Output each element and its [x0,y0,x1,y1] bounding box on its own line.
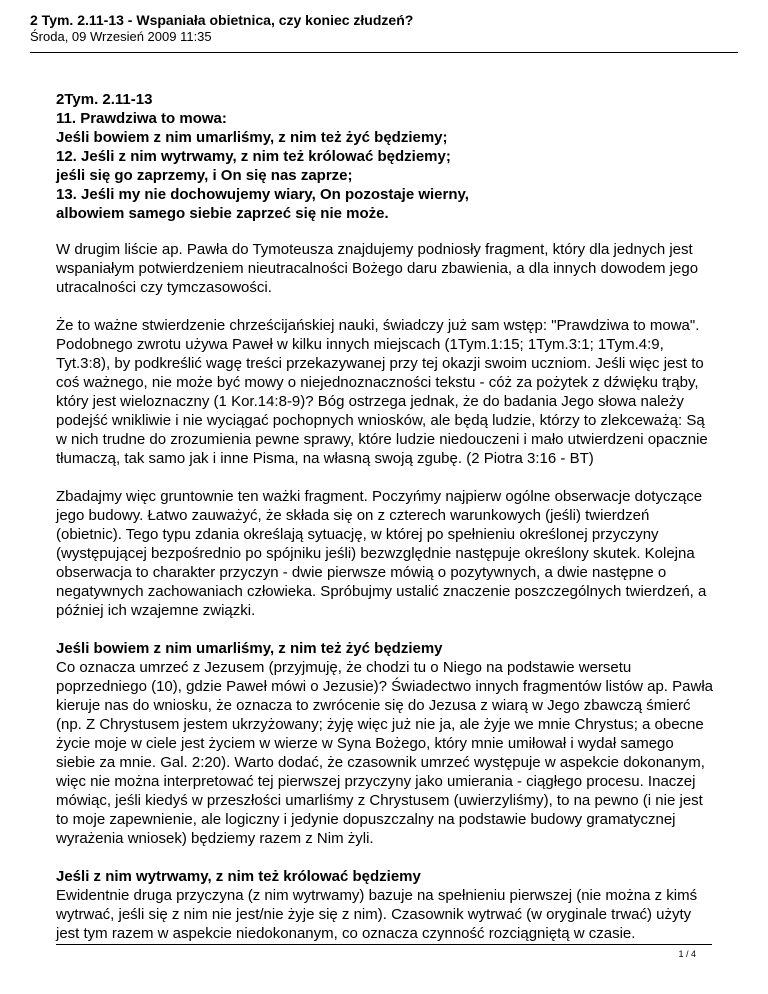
footer-divider [56,944,712,945]
verse-line: jeśli się go zaprzemy, i On się nas zaprze; [56,167,353,184]
verse-line: 11. Prawdziwa to mowa: [56,110,227,127]
intro-paragraph: W drugim liście ap. Pawła do Tymoteusza znajdujemy podniosły fragment, który dla jednych jest wspaniałym potwierdzeniem nieutracalności Bożego daru zbawienia, a dla innych dowodem jego utracalności czy tymczasowości. [56,241,699,296]
section-heading: Jeśli bowiem z nim umarliśmy, z nim też żyć będziemy [56,640,443,657]
structure-paragraph: Zbadajmy więc gruntownie ten ważki fragment. Poczyńmy najpierw ogólne obserwacje dotyczące jego budowy. Łatwo zauważyć, że składa się on z czterech warunkowych (jeśli) twierdzeń (obietnic). Tego typu zdania określają sytuację, w której po spełnieniu określonej przyczyny (występującej bezpośrednio po spójniku jeśli) bezwzględnie następuje określony skutek. Kolejna obserwacja to charakter przyczyn - dwie pierwsze mówią o pozytywnych, a dwie następne o negatywnych zachowaniach człowieka. Spróbujmy ustalić znaczenie poszczególnych twierdzeń, a później ich wzajemne związki. [56,488,707,619]
header-divider [30,52,738,53]
verse-line: 13. Jeśli my nie dochowujemy wiary, On pozostaje wierny, [56,186,469,203]
section-second-promise [56,867,716,943]
scripture-passage [56,90,716,223]
section-heading: Jeśli z nim wytrwamy, z nim też królować będziemy [56,868,421,885]
section-text: Co oznacza umrzeć z Jezusem (przyjmuję, że chodzi tu o Niego na podstawie wersetu poprzedniego (10), gdzie Paweł mówi o Jezusie)? Świadectwo innych fragmentów listów ap. Pawła kieruje nas do wniosku, że oznacza to zwrócenie się do Jezusa z wiarą w Jego zbawczą śmierć (np. Z Chrystusem jestem ukrzyżowany; żyję więc już nie ja, ale żyje we mnie Chrystus; a obecne życie moje w ciele jest życiem w wierze w Syna Bożego, który mnie umiłował i wydał samego siebie za mnie. Gal. 2:20). Warto dodać, że czasownik umrzeć występuje w aspekcie dokonanym, więc nie można interpretować tej pierwszej przyczyny jako umierania - ciągłego procesu. Inaczej mówiąc, jeśli kiedyś w przeszłości umarliśmy z Chrystusem (uwierzyliśmy), to na pewno (i nie jest to moje zapewnienie, ale logiczny i jedynie dopuszczalny na podstawie budowy gramatycznej wyrażenia wniosek) będziemy razem z Nim żyli. [56,659,713,847]
verse-line: albowiem samego siebie zaprzeć się nie może. [56,205,389,222]
verse-reference: 2Tym. 2.11-13 [56,91,153,108]
page-number: 1 / 4 [678,949,696,959]
verse-line: Jeśli bowiem z nim umarliśmy, z nim też żyć będziemy; [56,129,448,146]
verse-line: 12. Jeśli z nim wytrwamy, z nim też królować będziemy; [56,148,451,165]
context-paragraph: Że to ważne stwierdzenie chrześcijańskiej nauki, świadczy już sam wstęp: "Prawdziwa to mowa". Podobnego zwrotu używa Paweł w kilku innych miejscach (1Tym.1:15; 1Tym.3:1; 1Tym.4:9, Tyt.3:8), by podkreślić wagę treści przekazywanej przy tej okazji swoim uczniom. Jeśli więc jest to coś ważnego, nie może być mowy o niejednoznaczności tekstu - cóż za pożytek z dźwięku trąby, który jest wieloznaczny (1 Kor.14:8-9)? Bóg ostrzega jednak, że do badania Jego słowa należy podejść wnikliwie i nie wyciągać pochopnych wniosków, ale będą ludzie, którzy to zlekceważą: Są w nich trudne do zrozumienia pewne sprawy, które ludzie niedouczeni i mało utwierdzeni opacznie tłumaczą, tak samo jak i inne Pisma, na własną swoją zgubę. (2 Piotra 3:16 - BT) [56,317,708,467]
section-first-promise [56,639,716,848]
document-title: 2 Tym. 2.11-13 - Wspaniała obietnica, czy koniec złudzeń? [30,12,414,28]
article-body [56,90,716,962]
document-date: Środa, 09 Wrzesień 2009 11:35 [30,29,212,44]
section-text: Ewidentnie druga przyczyna (z nim wytrwamy) bazuje na spełnieniu pierwszej (nie można z kimś wytrwać, jeśli się z nim nie jest/nie żyje się z nim). Czasownik wytrwać (w oryginale trwać) użyty jest tym razem w aspekcie niedokonanym, co oznacza czynność rozciągniętą w czasie. [56,887,698,942]
page-header [30,12,738,45]
